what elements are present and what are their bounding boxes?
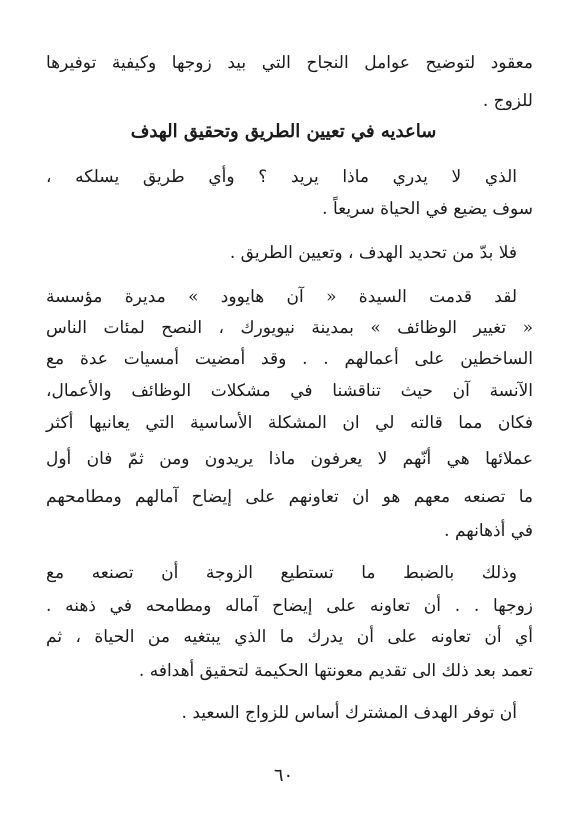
page-number: ٦٠ <box>273 765 294 786</box>
paragraph-line: تعمد بعد ذلك الى تقديم معونتها الحكيمة لتحقيق أهدافه . <box>138 661 533 681</box>
paragraph-line: الساخطين على أعمالهم . . وقد أمضيت أمسيات عدة مع <box>46 349 533 369</box>
paragraph-line: « تغيير الوظائف » بمدينة نيويورك ، النصح لمئات الناس <box>46 318 533 338</box>
intro-line: معقود لتوضيح عوامل النجاح التي بيد زوجها وكيفية توفيرها <box>46 53 533 73</box>
paragraph-line: سوف يضيع في الحياة سريعاً . <box>322 199 533 219</box>
paragraph-line: أن توفر الهدف المشترك أساس للزواج السعيد . <box>181 703 517 723</box>
paragraph-line: في أذهانهم . <box>444 521 533 541</box>
paragraph-line: ما تصنعه معهم هو ان تعاونهم على إيضاح آمالهم ومطامحهم <box>46 487 533 507</box>
paragraph-line: وذلك بالضبط ما تستطيع الزوجة أن تصنعه مع <box>46 563 517 583</box>
paragraph-line: لقد قدمت السيدة « آن هايوود » مديرة مؤسسة <box>46 287 517 307</box>
paragraph-line: الآنسة آن حيث تناقشنا في مشكلات الوظائف والأعمال، <box>46 381 533 401</box>
intro-line: للزوج . <box>482 91 533 111</box>
paragraph-line: فكان مما قالته لي ان المشكلة الأساسية التي يعانيها أكثر <box>46 413 533 433</box>
section-heading: ساعديه في تعيين الطريق وتحقيق الهدف <box>130 121 437 142</box>
paragraph-line: الذي لا يدري ماذا يريد ؟ وأي طريق يسلكه ، <box>46 167 517 187</box>
paragraph-line: زوجها . . أن تعاونه على إيضاح آماله ومطامحه في ذهنه . <box>46 596 533 616</box>
paragraph-line: عملائها هي أنّهم لا يعرفون ماذا يريدون ومن ثمّ فان أول <box>46 449 533 469</box>
paragraph-line: فلا بدّ من تحديد الهدف ، وتعيين الطريق . <box>229 243 517 263</box>
paragraph-line: أي أن تعاونه على أن يدرك ما الذي يبتغيه من الحياة ، ثم <box>46 627 533 647</box>
